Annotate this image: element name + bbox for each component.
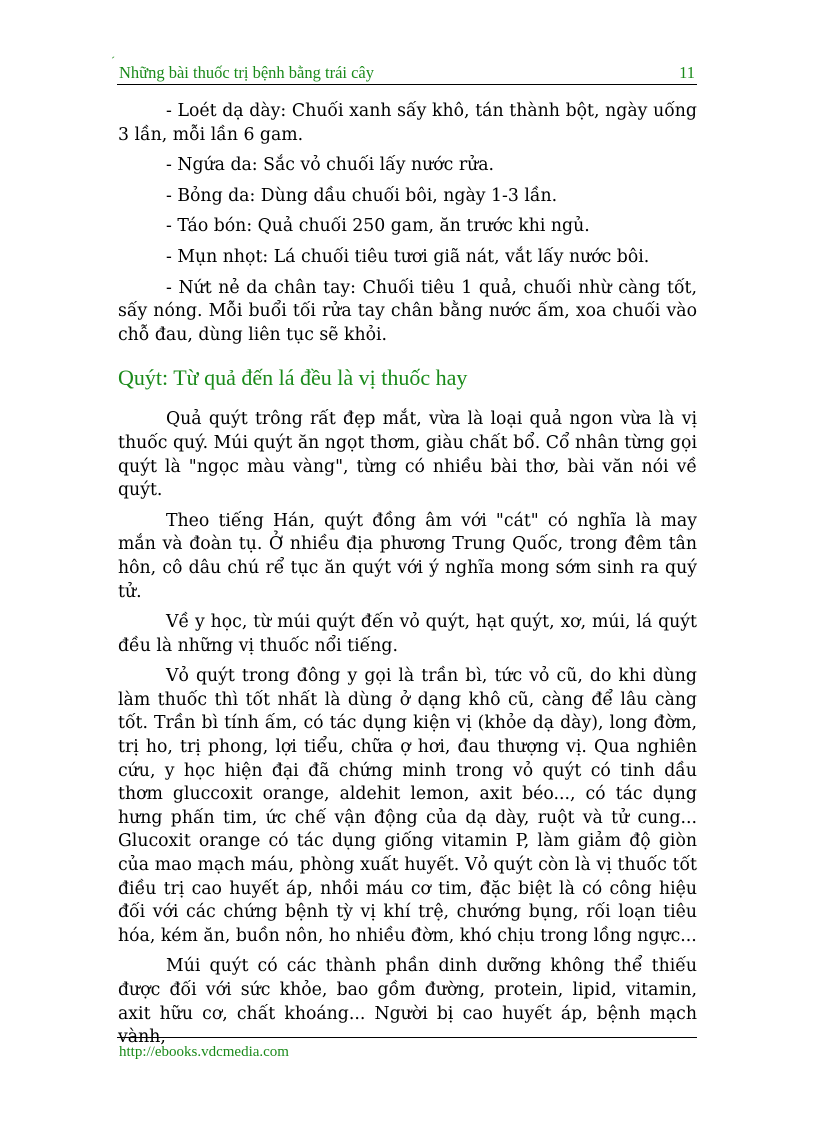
body-paragraph: Vỏ quýt trong đông y gọi là trần bì, tức vỏ cũ, do khi dùng làm thuốc thì tốt nhất là dùng ở dạng khô cũ, càng để lâu càng tốt. Trần bì tính ấm, có tác dụng kiện vị (khỏe dạ dày), long đờm, trị ho, trị phong, lợi tiểu, chữa ợ hơi, đau thượng vị. Qua nghiên cứu, y học hiện đại đã chứng minh trong vỏ quýt có tinh dầu thơm gluccoxit orange, aldehit lemon, axit béo..., có tác dụng hưng phấn tim, ức chế vận động của dạ dày, ruột và tử cung... Glucoxit orange có tác dụng giống vitamin P, làm giảm độ giòn của mao mạch máu, phòng xuất huyết. Vỏ quýt còn là vị thuốc tốt điều trị cao huyết áp, nhồi máu cơ tim, đặc biệt là có công hiệu đối với các chứng bệnh tỳ vị khí trệ, chướng bụng, rối loạn tiêu hóa, kém ăn, buồn nôn, ho nhiều đờm, khó chịu trong lồng ngực... <box>118 666 697 946</box>
footer-url-link[interactable]: http://ebooks.vdcmedia.com <box>119 1044 289 1060</box>
remedy-item: - Táo bón: Quả chuối 250 gam, ăn trước khi ngủ. <box>166 216 590 237</box>
body-paragraph: Quả quýt trông rất đẹp mắt, vừa là loại quả ngon vừa là vị thuốc quý. Múi quýt ăn ngọt thơm, giàu chất bổ. Cổ nhân từng gọi quýt là "ngọc màu vàng", từng có nhiều bài thơ, bài văn nói về quýt. <box>118 409 697 501</box>
section-heading: Quýt: Từ quả đến lá đều là vị thuốc hay <box>118 365 468 391</box>
remedy-item: - Bỏng da: Dùng dầu chuối bôi, ngày 1-3 lần. <box>166 185 558 206</box>
body-paragraph: Theo tiếng Hán, quýt đồng âm với "cát" có nghĩa là may mắn và đoàn tụ. Ở nhiều địa phương Trung Quốc, trong đêm tân hôn, cô dâu chú rể tục ăn quýt với ý nghĩa mong sớm sinh ra quý tử. <box>118 510 697 602</box>
remedy-item: - Ngứa da: Sắc vỏ chuối lấy nước rửa. <box>166 155 495 176</box>
body-paragraph: Múi quýt có các thành phần dinh dưỡng không thể thiếu được đối với sức khỏe, bao gồm đường, protein, lipid, vitamin, axit hữu cơ, chất khoáng... Người bị cao huyết áp, bệnh mạch vành, <box>118 956 697 1048</box>
remedy-item: - Loét dạ dày: Chuối xanh sấy khô, tán thành bột, ngày uống 3 lần, mỗi lần 6 gam. <box>118 101 697 145</box>
header-accent-mark: ´ <box>111 54 115 68</box>
book-title: Những bài thuốc trị bệnh bằng trái cây <box>119 63 374 82</box>
page-header <box>111 54 697 85</box>
remedy-item: - Mụn nhọt: Lá chuối tiêu tươi giã nát, vắt lấy nước bôi. <box>166 246 650 267</box>
page-number: 11 <box>679 63 695 82</box>
page-body <box>118 100 697 1057</box>
footer-divider <box>117 1037 697 1038</box>
body-paragraph: Về y học, từ múi quýt đến vỏ quýt, hạt quýt, xơ, múi, lá quýt đều là những vị thuốc nổi tiếng. <box>118 612 697 656</box>
remedy-item: - Nứt nẻ da chân tay: Chuối tiêu 1 quả, chuối nhừ càng tốt, sấy nóng. Mỗi buổi tối rửa tay chân bằng nước ấm, xoa chuối vào chỗ đau, dùng liên tục sẽ khỏi. <box>118 277 697 345</box>
